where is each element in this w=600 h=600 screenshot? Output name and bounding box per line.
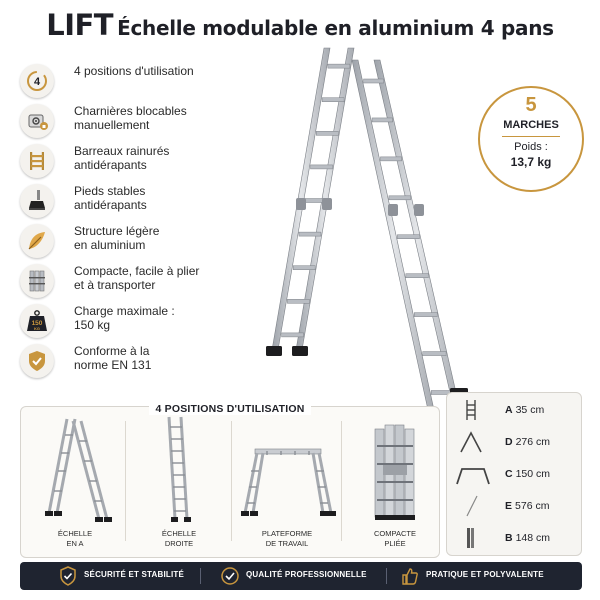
thumbs-up-icon [400, 566, 420, 586]
feature-item [16, 182, 256, 220]
divider [125, 421, 126, 541]
divider [341, 421, 342, 541]
ladder-rung [299, 232, 321, 236]
platform-shape-icon [453, 463, 493, 485]
rungs-icon [20, 144, 54, 178]
footer-bar [20, 562, 582, 590]
position-label: ÉCHELLE EN A [57, 529, 93, 548]
rotation-4-icon [20, 64, 54, 98]
feature-label: Charge maximale : 150 kg [74, 304, 175, 332]
feature-item [16, 222, 256, 260]
shield-check-icon [20, 344, 54, 378]
positions-title: 4 POSITIONS D'UTILISATION [21, 399, 439, 417]
position-straight [131, 415, 227, 555]
ladder-rung [293, 266, 315, 270]
ladder-rung [397, 235, 419, 239]
dimension-row [447, 491, 583, 521]
feature-label: Compacte, facile à plier et à transporter [74, 264, 200, 292]
ladder-rung [389, 196, 411, 200]
a-shape-icon [453, 431, 489, 453]
badge-divider [502, 136, 560, 137]
dimension-row [447, 395, 583, 425]
dimension-letter: A [505, 404, 513, 416]
diagonal-line-icon [453, 495, 489, 517]
ladder-rung [372, 118, 393, 122]
ladder-rung [316, 131, 338, 135]
dimension-value: 576 cm [515, 500, 550, 512]
footer-label: QUALITÉ PROFESSIONNELLE [246, 570, 367, 579]
position-label: PLATEFORME DE TRAVAIL [261, 529, 313, 548]
folded-ladder-icon [20, 264, 54, 298]
dimension-value: 35 cm [515, 404, 545, 416]
position-label: COMPACTE PLIÉE [374, 529, 416, 548]
dimension-row [447, 459, 583, 489]
dimension-value: 276 cm [515, 436, 551, 448]
brand-name: LIFT [46, 8, 114, 42]
feature-item [16, 302, 256, 340]
weight-value: 13,7 kg [510, 155, 552, 169]
footer-divider [200, 568, 201, 584]
feather-icon [20, 224, 54, 258]
shield-check-icon [58, 566, 78, 586]
page-title [0, 8, 600, 42]
dimension-value: 148 cm [515, 532, 551, 544]
weight-150-icon [20, 304, 54, 338]
dimension-row [447, 523, 583, 553]
ladder-rung [328, 64, 350, 68]
weight-unit-text: KG [34, 326, 40, 331]
feature-label: Barreaux rainurés antidérapants [74, 144, 170, 172]
feature-item [16, 62, 256, 100]
dimension-value: 150 cm [515, 468, 551, 480]
dimension-letter: B [505, 532, 513, 544]
ladder-product-image [248, 38, 478, 428]
product-name: Échelle modulable en aluminium 4 pans [117, 16, 554, 40]
ladder-rung [380, 157, 401, 161]
foot-icon [20, 184, 54, 218]
folded-ladder-icon [347, 415, 443, 527]
position-folded [347, 415, 443, 555]
ladder-rung [414, 313, 437, 317]
weight-label: Poids : [514, 141, 548, 153]
ladder-rung [282, 333, 304, 337]
positions-panel [20, 403, 440, 558]
steps-label: MARCHES [503, 119, 559, 131]
feature-label: Pieds stables antidérapants [74, 184, 147, 212]
feature-label: 4 positions d'utilisation [74, 64, 194, 78]
position-a-frame [27, 415, 123, 555]
ladder-rung [423, 352, 446, 356]
dimension-letter: D [505, 436, 513, 448]
folded-shape-icon [453, 527, 489, 549]
ladder-rung [311, 165, 333, 169]
position-platform [237, 415, 337, 555]
footer-divider [386, 568, 387, 584]
weight-value-text: 150 [31, 320, 43, 327]
feature-item [16, 142, 256, 180]
feature-label: Conforme à la norme EN 131 [74, 344, 152, 372]
feature-label: Structure légère en aluminium [74, 224, 160, 252]
footer-label: SÉCURITÉ ET STABILITÉ [84, 570, 185, 579]
feature-label: Charnières blocables manuellement [74, 104, 187, 132]
straight-ladder-icon [131, 415, 227, 527]
dimension-row [447, 427, 583, 457]
steps-weight-badge [478, 86, 584, 192]
footer-label: PRATIQUE ET POLYVALENTE [426, 570, 544, 579]
work-platform-icon [237, 415, 337, 527]
dimensions-panel [446, 392, 582, 556]
divider [231, 421, 232, 541]
feature-item [16, 342, 256, 380]
ladder-rung [287, 299, 309, 303]
hinge-lock-icon [20, 104, 54, 138]
position-label: ÉCHELLE DROITE [161, 529, 197, 548]
ladder-rung [406, 274, 428, 278]
ladder-rung [364, 79, 384, 83]
ladder-rung [322, 98, 344, 102]
feature-item [16, 102, 256, 140]
check-circle-icon [220, 566, 240, 586]
steps-count: 5 [525, 94, 537, 116]
dimension-letter: E [505, 500, 513, 512]
a-frame-ladder-icon [27, 415, 123, 527]
feature-item [16, 262, 256, 300]
dimension-letter: C [505, 468, 513, 480]
ladder-segment-icon [453, 399, 489, 421]
rotation-4-text: 4 [33, 76, 41, 88]
